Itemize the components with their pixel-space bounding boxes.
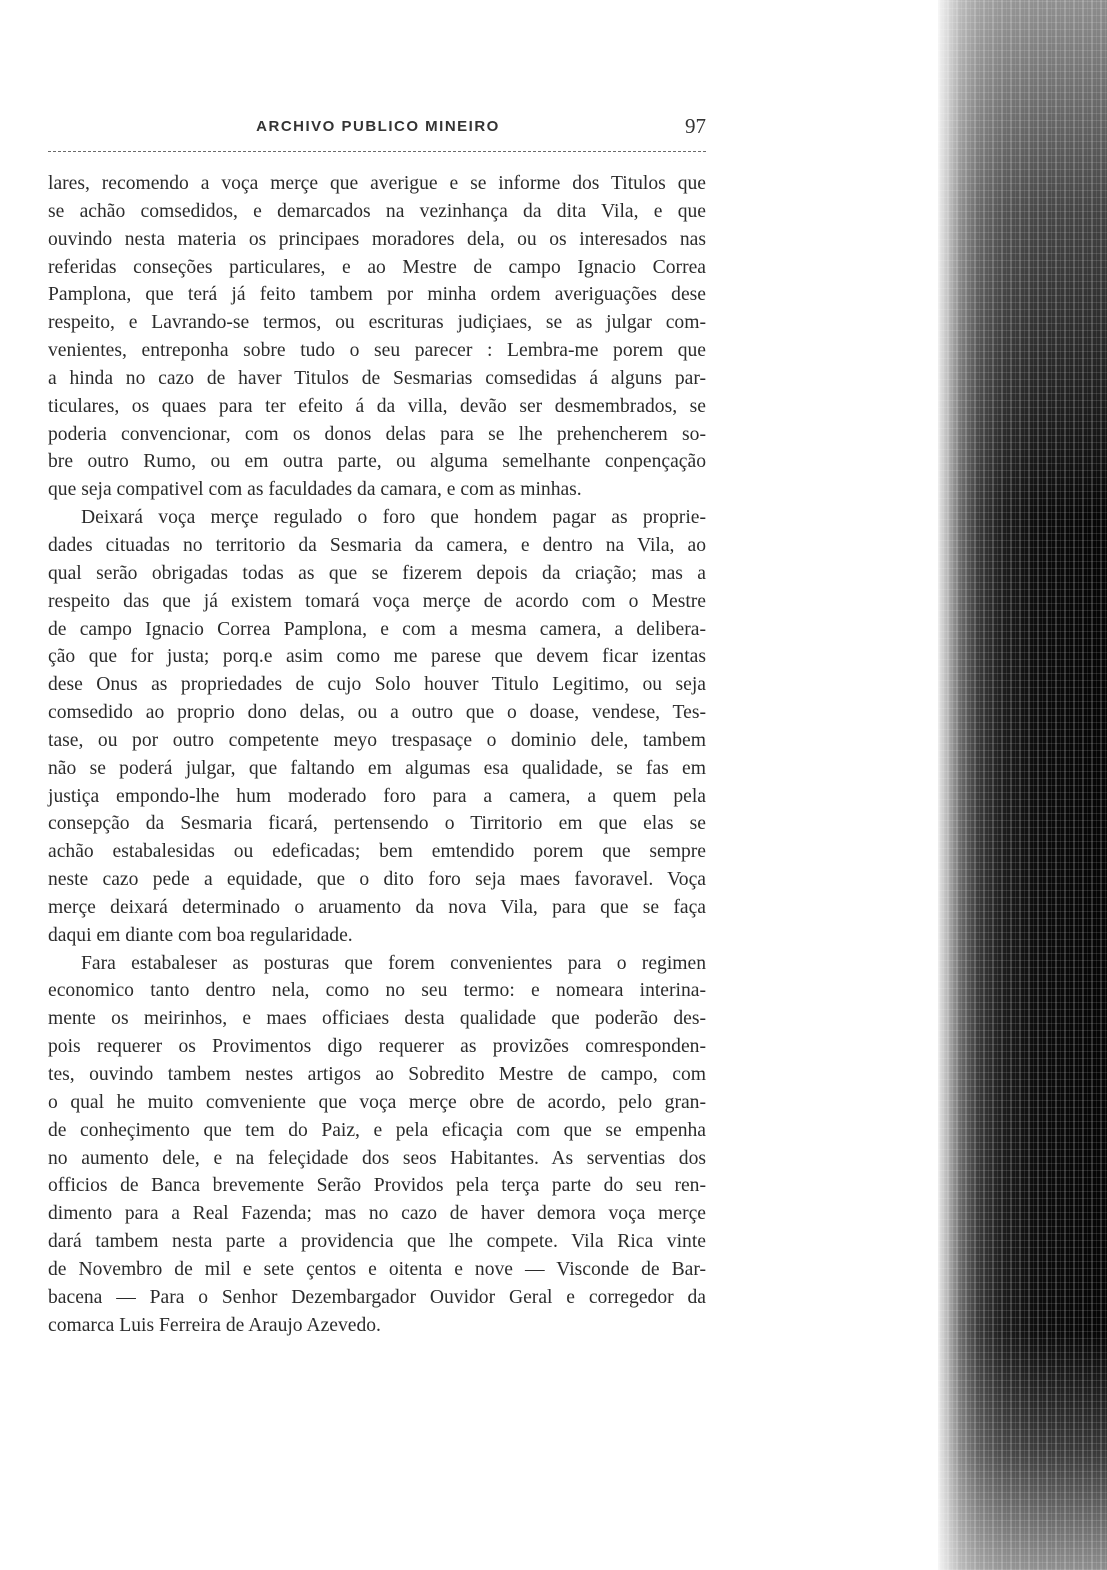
text-line: venientes, entreponha sobre tudo o seu parecer : Lembra-me porem que <box>48 340 706 362</box>
text-line: respeito das que já existem tomará voça merçe de acordo com o Mestre <box>48 590 706 612</box>
text-line: Pamplona, que terá já feito tambem por minha ordem averiguações dese <box>48 284 706 306</box>
text-line: dimento para a Real Fazenda; mas no cazo de haver demora voça merçe <box>48 1203 706 1225</box>
book-spine-highlight-top <box>938 0 1107 520</box>
text-line: comarca Luis Ferreira de Araujo Azevedo. <box>48 1314 381 1336</box>
paragraph-2 <box>48 504 706 950</box>
text-line: officios de Banca brevemente Serão Providos pela terça parte do seu ren- <box>48 1175 706 1197</box>
text-line: de campo Ignacio Correa Pamplona, e com a mesma camera, a delibera- <box>48 618 706 640</box>
text-line: daqui em diante com boa regularidade. <box>48 924 353 946</box>
paragraph-1 <box>48 170 706 504</box>
text-line: poderia convencionar, com os donos delas para se lhe prehencherem so- <box>48 423 706 445</box>
text-line: Fara estabaleser as posturas que forem convenientes para o regimen <box>81 952 706 974</box>
text-line: bacena — Para o Senhor Dezembargador Ouvidor Geral e corregedor da <box>48 1286 706 1308</box>
text-line: neste cazo pede a equidade, que o dito foro seja maes favoravel. Voça <box>48 869 706 891</box>
text-line: não se poderá julgar, que faltando em algumas esa qualidade, se fas em <box>48 757 706 779</box>
running-title: ARCHIVO PUBLICO MINEIRO <box>256 118 500 135</box>
page-header <box>48 116 708 146</box>
text-line: Deixará voça merçe regulado o foro que hondem pagar as proprie- <box>81 507 706 529</box>
header-rule <box>48 151 706 152</box>
text-line: se achão comsedidos, e demarcados na vezinhança da dita Vila, e que <box>48 200 706 222</box>
text-line: a hinda no cazo de haver Titulos de Sesmarias comsedidas á alguns par- <box>48 367 706 389</box>
text-line: achão estabalesidas ou edeficadas; bem emtendido porem que sempre <box>48 841 706 863</box>
text-line: justiça empondo-lhe hum moderado foro para a camera, a quem pela <box>48 785 706 807</box>
text-line: tes, ouvindo tambem nestes artigos ao Sobredito Mestre de campo, com <box>48 1064 706 1085</box>
page-number: 97 <box>685 114 706 138</box>
text-line: ção que for justa; porq.e asim como me parese que devem ficar izentas <box>48 646 706 668</box>
paragraph-3 <box>48 950 706 1340</box>
text-line: respeito, e Lavrando-se termos, ou escrituras judiçiaes, se as julgar com- <box>48 312 706 334</box>
text-line: comsedido ao proprio dono delas, ou a outro que o doase, vendese, Tes- <box>48 702 706 724</box>
text-line: no aumento dele, e na feleçidade dos seos Habitantes. As serventias dos <box>48 1147 706 1169</box>
text-line: economico tanto dentro nela, como no seu termo: e nomeara interina- <box>48 980 706 1002</box>
text-line: de conheçimento que tem do Paiz, e pela eficaçia com que se empenha <box>48 1119 706 1141</box>
text-line: dará tambem nesta parte a providencia que lhe compete. Vila Rica vinte <box>48 1231 706 1253</box>
text-line: referidas conseções particulares, e ao Mestre de campo Ignacio Correa <box>48 256 706 278</box>
text-line: tase, ou por outro competente meyo trespasaçe o dominio dele, tambem <box>48 729 706 751</box>
text-line: bre outro Rumo, ou em outra parte, ou alguma semelhante conpençação <box>48 451 706 473</box>
text-line: consepção da Sesmaria ficará, pertensendo o Tirritorio em que elas se <box>48 813 706 835</box>
body-text <box>48 170 706 1339</box>
text-line: mente os meirinhos, e maes officiaes desta qualidade que poderão des- <box>48 1008 706 1030</box>
text-line: ticulares, os quaes para ter efeito á da villa, devão ser desmembrados, se <box>48 395 706 417</box>
text-line: merçe deixará determinado o aruamento da nova Vila, para que se faça <box>48 896 706 918</box>
text-line: qual serão obrigadas todas as que se fizerem depois da criação; mas a <box>48 562 706 584</box>
text-line: ouvindo nesta materia os principaes moradores dela, ou os interesados nas <box>48 228 706 250</box>
book-spine-highlight-bottom <box>938 1330 1107 1570</box>
text-line: dese Onus as propriedades de cujo Solo houver Titulo Legitimo, ou seja <box>48 674 706 696</box>
text-line: de Novembro de mil e sete çentos e oitenta e nove — Visconde de Bar- <box>48 1258 706 1280</box>
text-line: que seja compativel com as faculdades da camara, e com as minhas. <box>48 479 582 501</box>
text-line: o qual he muito comveniente que voça merçe obre de acordo, pelo gran- <box>48 1091 706 1113</box>
text-line: pois requerer os Provimentos digo requerer as provizões comresponden- <box>48 1036 706 1058</box>
text-line: lares, recomendo a voça merçe que averigue e se informe dos Titulos que <box>48 173 706 194</box>
text-line: dades cituadas no territorio da Sesmaria da camera, e dentro na Vila, ao <box>48 534 706 556</box>
